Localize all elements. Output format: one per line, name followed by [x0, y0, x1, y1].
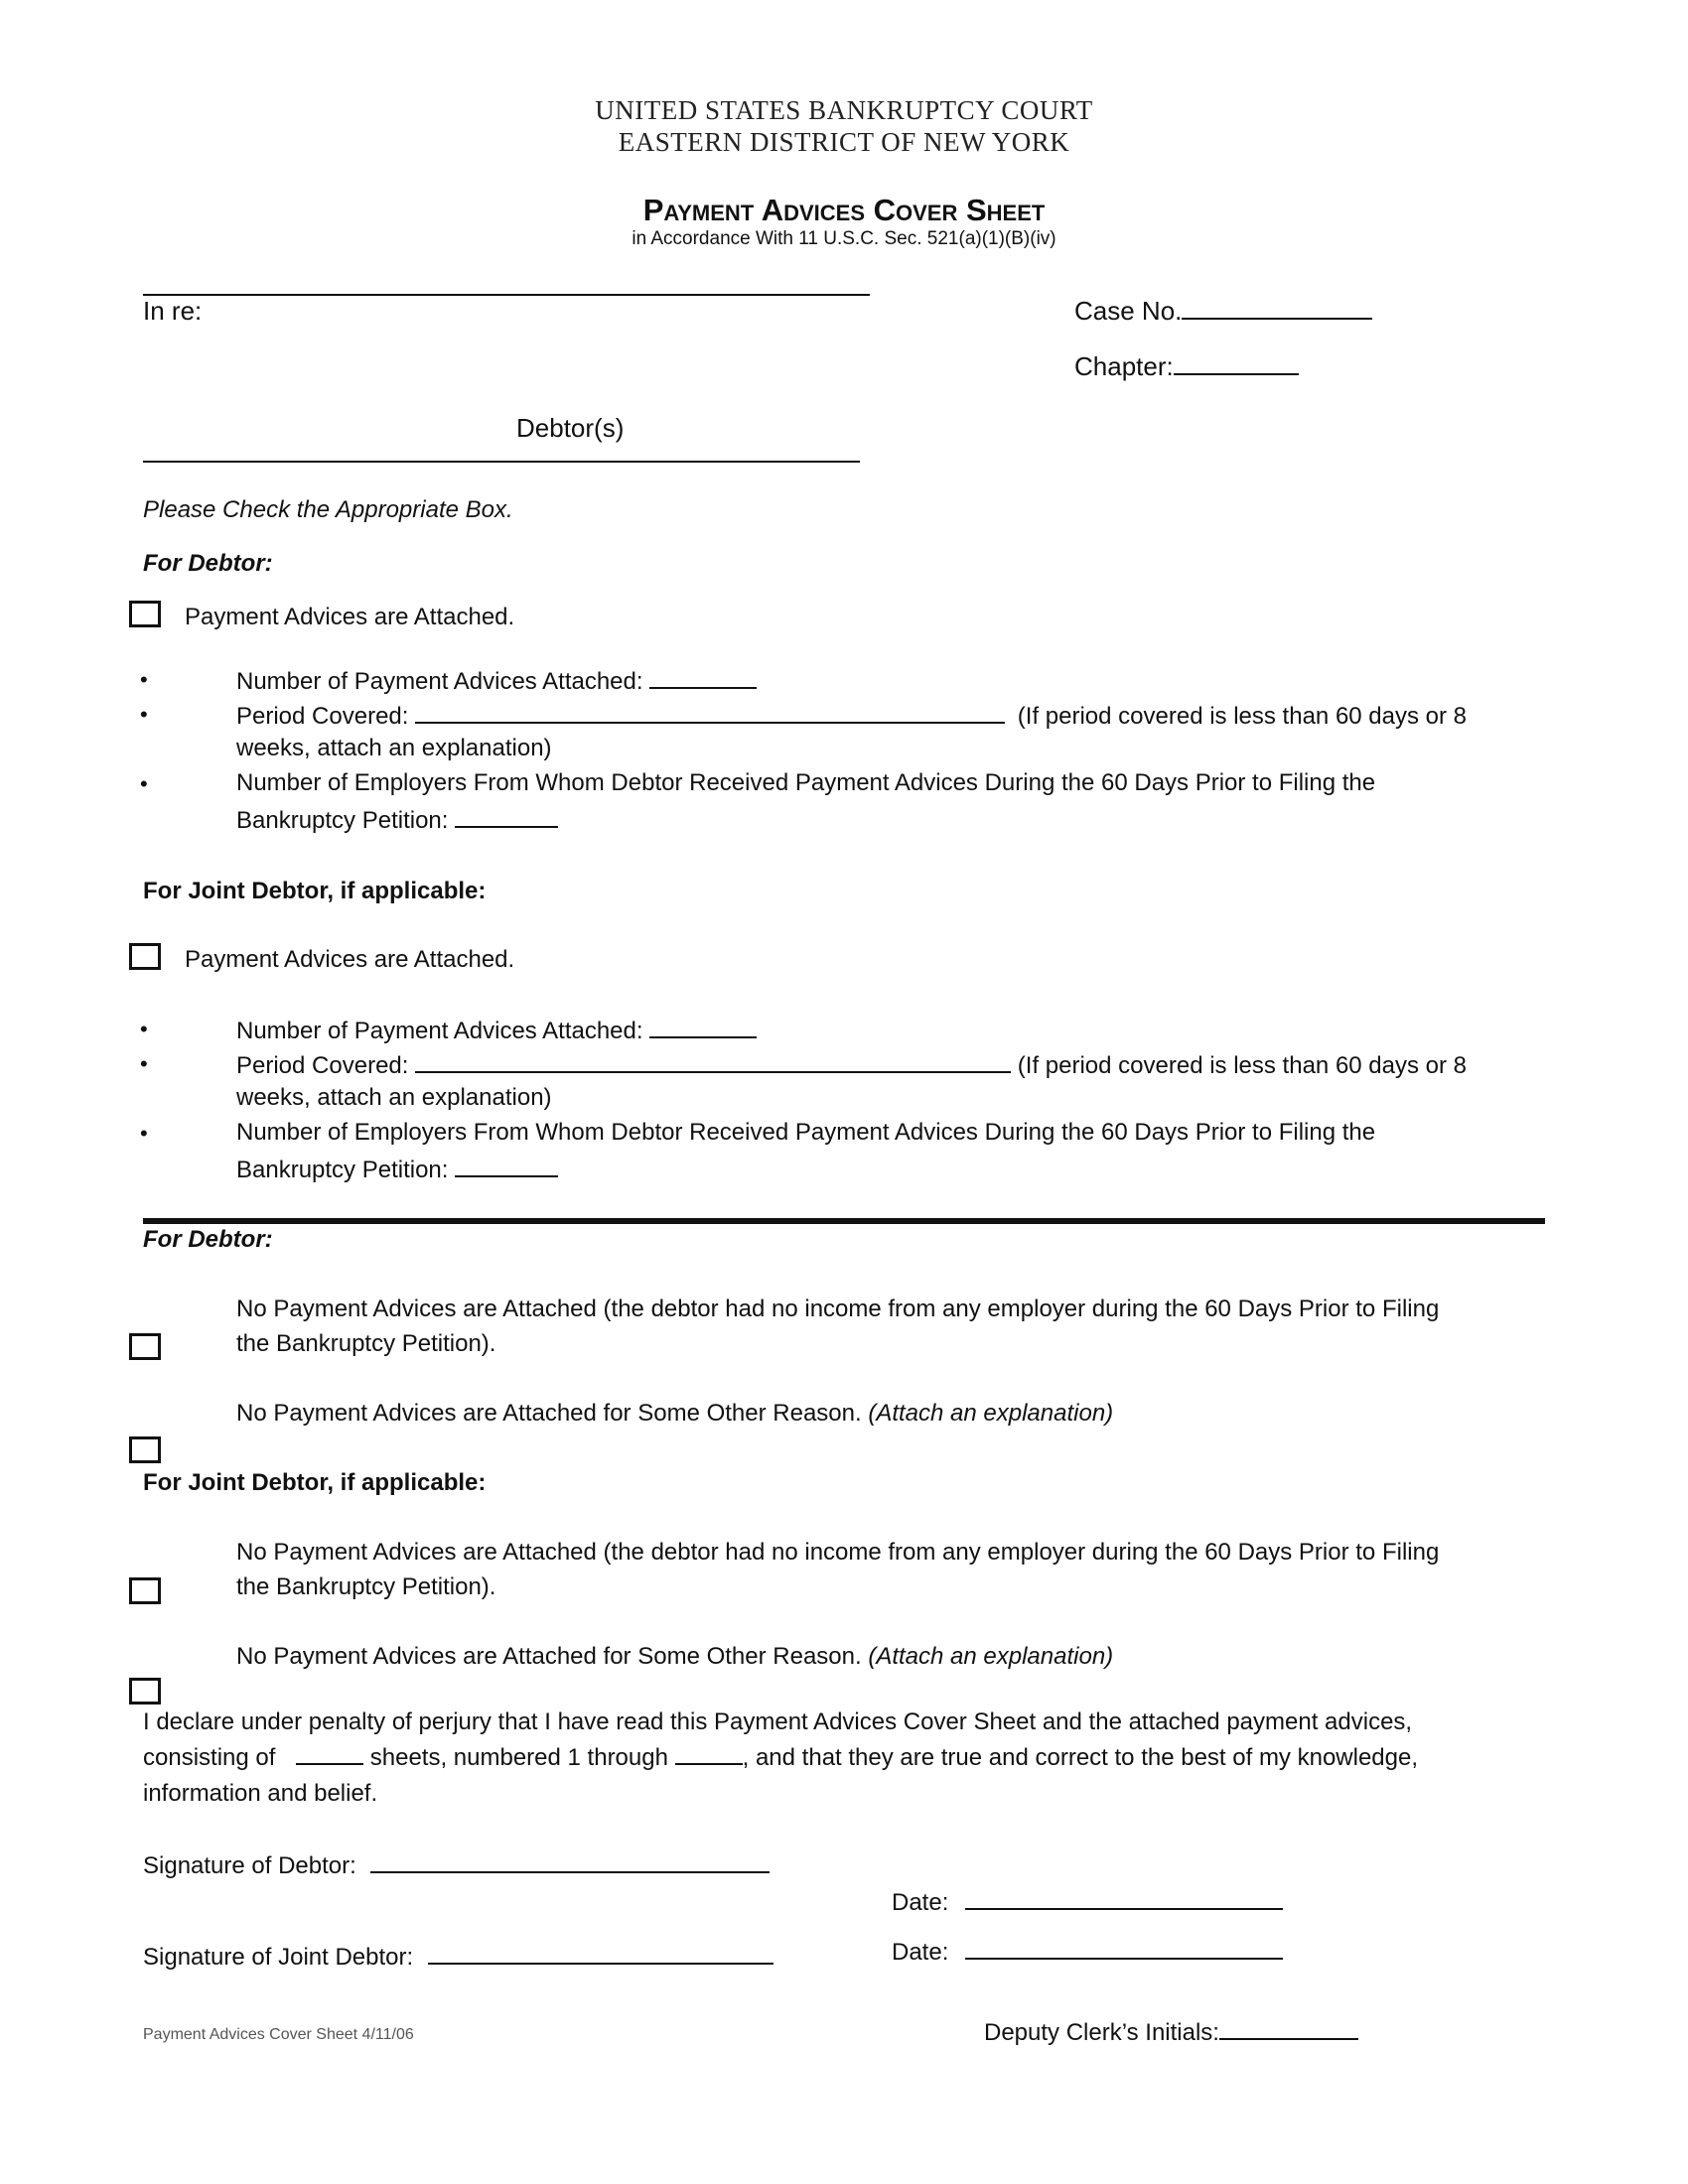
court-name: UNITED STATES BANKRUPTCY COURT: [595, 95, 1093, 125]
joint-signature-input[interactable]: [428, 1941, 774, 1965]
chapter-input[interactable]: [1174, 351, 1299, 375]
period-covered-label: Period Covered:: [236, 1052, 409, 1079]
joint-no-income-checkbox[interactable]: [129, 1577, 161, 1604]
declaration-true-correct: , and that they are true and correct to the best of my knowledge,: [742, 1744, 1419, 1771]
period-covered-label: Period Covered:: [236, 703, 409, 730]
debtor-date: [892, 1886, 1283, 1917]
date-label: Date:: [892, 1939, 949, 1966]
section2-joint-heading: For Joint Debtor, if applicable:: [143, 1469, 487, 1496]
debtor-employers-field: [236, 804, 558, 835]
date-label: Date:: [892, 1889, 949, 1916]
debtor-attached-label: Payment Advices are Attached.: [185, 604, 515, 630]
joint-period-covered-input[interactable]: [415, 1049, 1011, 1073]
bullet-icon: •: [140, 1017, 148, 1041]
bullet-icon: •: [140, 771, 148, 796]
joint-number-attached: [236, 1015, 757, 1045]
other-reason-label: No Payment Advices are Attached for Some Other Reason.: [236, 1643, 862, 1670]
no-income-text-cont: the Bankruptcy Petition).: [236, 1330, 496, 1357]
joint-period-covered: [236, 1049, 1467, 1080]
number-attached-label: Number of Payment Advices Attached:: [236, 668, 643, 695]
other-reason-text: [236, 1643, 1113, 1671]
deputy-clerk-initials: [984, 2016, 1358, 2047]
employers-label: Bankruptcy Petition:: [236, 1157, 449, 1183]
declaration-line2: [143, 1741, 1418, 1772]
debtor-period-covered: [236, 700, 1467, 731]
joint-date: [892, 1936, 1283, 1967]
declaration-line3: information and belief.: [143, 1780, 378, 1807]
joint-employers-input[interactable]: [455, 1154, 558, 1177]
court-district: EASTERN DISTRICT OF NEW YORK: [618, 127, 1070, 157]
declaration-consisting: consisting of: [143, 1744, 276, 1771]
page-subtitle: in Accordance With 11 U.S.C. Sec. 521(a)(1)(B)(iv): [632, 228, 1056, 249]
deputy-clerk-input[interactable]: [1219, 2016, 1358, 2040]
debtor-signature: [143, 1849, 770, 1880]
period-note-cont: weeks, attach an explanation): [236, 1084, 552, 1111]
instructions: Please Check the Appropriate Box.: [143, 496, 513, 523]
joint-date-input[interactable]: [965, 1936, 1283, 1960]
joint-number-attached-input[interactable]: [649, 1015, 757, 1038]
chapter-field: [1074, 351, 1299, 382]
debtor-other-reason-checkbox[interactable]: [129, 1436, 161, 1463]
debtors-line[interactable]: [143, 461, 860, 463]
joint-other-reason-checkbox[interactable]: [129, 1678, 161, 1705]
no-income-text-cont: the Bankruptcy Petition).: [236, 1573, 496, 1600]
bullet-icon: •: [140, 1121, 148, 1146]
bullet-icon: •: [140, 667, 148, 692]
in-re-line[interactable]: [143, 294, 870, 296]
debtors-label: Debtor(s): [516, 413, 625, 443]
case-no-label: Case No.: [1074, 296, 1183, 326]
sheets-count-input[interactable]: [296, 1741, 363, 1765]
other-reason-note: (Attach an explanation): [868, 1643, 1114, 1670]
number-attached-label: Number of Payment Advices Attached:: [236, 1018, 643, 1044]
employers-label: Bankruptcy Petition:: [236, 807, 449, 834]
form-footer: Payment Advices Cover Sheet 4/11/06: [143, 2026, 414, 2043]
debtor-signature-label: Signature of Debtor:: [143, 1852, 356, 1879]
period-note: (If period covered is less than 60 days or 8: [1017, 1052, 1468, 1079]
other-reason-text: [236, 1400, 1113, 1428]
joint-employers-field: [236, 1154, 558, 1184]
declaration-sheets: sheets, numbered 1 through: [369, 1744, 668, 1771]
sheets-through-input[interactable]: [675, 1741, 743, 1765]
declaration-line1: I declare under penalty of perjury that I have read this Payment Advices Cover Sheet and the attached payment advices,: [143, 1708, 1413, 1735]
debtor-period-covered-input[interactable]: [415, 700, 1005, 724]
bullet-icon: •: [140, 1051, 148, 1076]
page-title: Payment Advices Cover Sheet: [642, 193, 1046, 227]
debtor-no-income-checkbox[interactable]: [129, 1333, 161, 1360]
in-re-label: In re:: [143, 296, 203, 326]
debtor-date-input[interactable]: [965, 1886, 1283, 1910]
section1-debtor-heading: For Debtor:: [143, 550, 273, 577]
debtor-number-attached-input[interactable]: [649, 665, 757, 689]
joint-signature: [143, 1941, 774, 1972]
debtor-employers-input[interactable]: [455, 804, 558, 828]
joint-attached-label: Payment Advices are Attached.: [185, 946, 515, 973]
debtor-signature-input[interactable]: [370, 1849, 770, 1873]
period-note-cont: weeks, attach an explanation): [236, 735, 552, 761]
section-divider: [143, 1218, 1545, 1224]
period-note: (If period covered is less than 60 days or 8: [1017, 703, 1468, 730]
joint-attached-checkbox[interactable]: [129, 943, 161, 970]
bullet-icon: •: [140, 702, 148, 727]
employers-text: Number of Employers From Whom Debtor Received Payment Advices During the 60 Days Prior to Filing the: [236, 1119, 1376, 1146]
no-income-text: No Payment Advices are Attached (the debtor had no income from any employer during the 60 Days Prior to Filing: [236, 1296, 1440, 1322]
joint-signature-label: Signature of Joint Debtor:: [143, 1944, 414, 1971]
deputy-clerk-label: Deputy Clerk’s Initials:: [984, 2019, 1219, 2046]
chapter-label: Chapter:: [1074, 351, 1174, 381]
case-no-input[interactable]: [1182, 296, 1372, 320]
section2-debtor-heading: For Debtor:: [143, 1226, 273, 1253]
employers-text: Number of Employers From Whom Debtor Received Payment Advices During the 60 Days Prior to Filing the: [236, 769, 1376, 796]
debtor-attached-checkbox[interactable]: [129, 601, 161, 627]
debtor-number-attached: [236, 665, 757, 696]
other-reason-label: No Payment Advices are Attached for Some Other Reason.: [236, 1400, 862, 1427]
other-reason-note: (Attach an explanation): [868, 1400, 1114, 1427]
case-no-field: [1074, 296, 1372, 327]
section1-joint-heading: For Joint Debtor, if applicable:: [143, 878, 487, 904]
no-income-text: No Payment Advices are Attached (the debtor had no income from any employer during the 60 Days Prior to Filing: [236, 1539, 1440, 1566]
